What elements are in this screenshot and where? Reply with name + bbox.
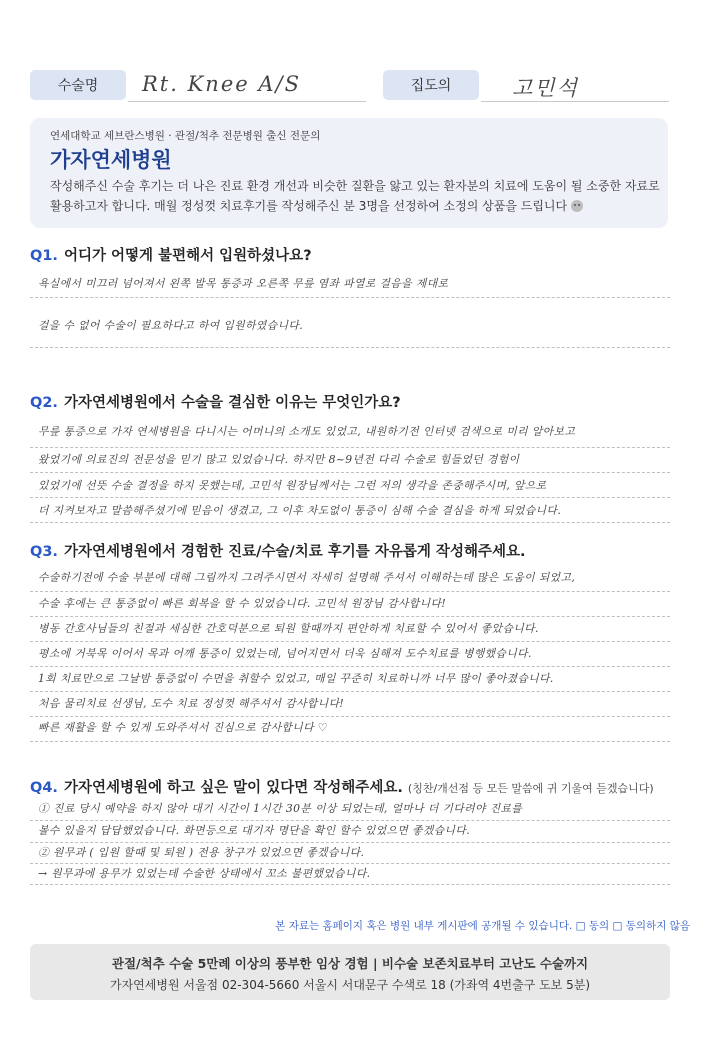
answer-line: 무릎 통증으로 가자 연세병원을 다니시는 어머니의 소개도 있었고, 내원하기전 인터넷 검색으로 미리 알아보고 bbox=[38, 425, 576, 438]
question-note: (칭찬/개선점 등 모든 말씀에 귀 기울여 듣겠습니다) bbox=[407, 782, 654, 795]
answer-line: 평소에 거북목 이어서 목과 어깨 통증이 있었는데, 넘어지면서 더욱 심해져 도수치료를 병행했습니다. bbox=[38, 647, 532, 660]
answer-line: 1회 치료만으로 그날밤 통증없이 수면을 취할수 있었고, 매일 꾸준히 치료하니까 너무 많이 좋아졌습니다. bbox=[38, 672, 554, 685]
consent-notice: 본 자료는 홈페이지 혹은 병원 내부 게시판에 공개될 수 있습니다. □ 동의 □ 동의하지 않음 bbox=[275, 920, 690, 932]
answer-line: → 원무과에 용무가 있었는데 수술한 상태에서 꼬소 불편했었습니다. bbox=[38, 867, 371, 880]
writing-line bbox=[30, 472, 670, 473]
answer-line: 걸을 수 없어 수술이 필요하다고 하여 입원하였습니다. bbox=[38, 319, 304, 332]
writing-line bbox=[30, 863, 670, 864]
intro-description bbox=[50, 176, 660, 216]
intro-desc-line: 활용하고자 합니다. 매월 정성껏 치료후기를 작성해주신 분 3명을 선정하여 소정의 상품을 드립니다 bbox=[50, 196, 660, 216]
question-number: Q4. bbox=[30, 780, 58, 796]
intro-desc-line: 작성해주신 수술 후기는 더 나은 진료 환경 개선과 비슷한 질환을 앓고 있는 환자분의 치료에 도움이 될 소중한 자료로 bbox=[50, 179, 660, 193]
writing-line bbox=[30, 591, 670, 592]
surgeon-underline bbox=[481, 101, 669, 102]
question-1 bbox=[30, 244, 312, 265]
answer-line: 왔었기에 의료진의 전문성을 믿기 많고 있었습니다. 하지만 8~9년전 다리 수술로 힘들었던 경험이 bbox=[38, 453, 520, 466]
writing-line bbox=[30, 297, 670, 298]
surgery-name-value: Rt. Knee A/S bbox=[142, 72, 301, 96]
question-number: Q3. bbox=[30, 544, 58, 560]
answer-line: 병동 간호사님들의 친절과 세심한 간호덕분으로 퇴원 할때까지 편안하게 치료할 수 있어서 좋았습니다. bbox=[38, 622, 539, 635]
surgeon-value: 고민석 bbox=[512, 76, 579, 100]
writing-line bbox=[30, 641, 670, 642]
answer-line: 볼수 있을지 답답했었습니다. 화면등으로 대기자 명단을 확인 할수 있었으면 좋겠습니다. bbox=[38, 824, 471, 837]
writing-line bbox=[30, 616, 670, 617]
answer-line: 수술하기전에 수술 부분에 대해 그림까지 그려주시면서 자세히 설명해 주셔서 이해하는데 많은 도움이 되었고, bbox=[38, 571, 576, 584]
hospital-brand: 가자연세병원 bbox=[50, 148, 172, 172]
smile-icon bbox=[571, 200, 583, 212]
intro-box bbox=[30, 118, 668, 228]
surgery-name-label: 수술명 bbox=[30, 70, 126, 100]
answer-line: 빠른 재활을 할 수 있게 도와주셔서 진심으로 감사합니다 ♡ bbox=[38, 721, 328, 734]
writing-line bbox=[30, 820, 670, 821]
surgery-name-underline bbox=[128, 101, 366, 102]
question-3 bbox=[30, 540, 526, 561]
answer-line: 수술 후에는 큰 통증없이 빠른 회복을 할 수 있었습니다. 고민석 원장님 감사합니다! bbox=[38, 597, 447, 610]
question-text: 어디가 어떻게 불편해서 입원하셨나요? bbox=[63, 248, 312, 264]
answer-line: 있었기에 선뜻 수술 결정을 하지 못했는데, 고민석 원장님께서는 그런 저의 생각을 존중해주시며, 앞으로 bbox=[38, 479, 547, 492]
question-text: 가자연세병원에서 경험한 진료/수술/치료 후기를 자유롭게 작성해주세요. bbox=[63, 544, 526, 560]
intro-subtitle: 연세대학교 세브란스병원 · 관절/척추 전문병원 출신 전문의 bbox=[50, 130, 321, 142]
footer-box bbox=[30, 944, 670, 1000]
writing-line bbox=[30, 666, 670, 667]
writing-line bbox=[30, 842, 670, 843]
question-4 bbox=[30, 776, 654, 797]
writing-line bbox=[30, 716, 670, 717]
question-2 bbox=[30, 391, 401, 412]
writing-line bbox=[30, 347, 670, 348]
question-text: 가자연세병원에서 수술을 결심한 이유는 무엇인가요? bbox=[63, 395, 401, 411]
answer-line: 더 지켜보자고 말씀해주셨기에 믿음이 생겼고, 그 이후 차도없이 통증이 심해 수술 결심을 하게 되었습니다. bbox=[38, 504, 562, 517]
question-number: Q1. bbox=[30, 248, 58, 264]
question-text: 가자연세병원에 하고 싶은 말이 있다면 작성해주세요. bbox=[63, 780, 403, 796]
writing-line bbox=[30, 691, 670, 692]
answer-line: 처음 물리치료 선생님, 도수 치료 정성껏 해주셔서 감사합니다! bbox=[38, 697, 345, 710]
writing-line bbox=[30, 522, 670, 523]
footer-tagline: 관절/척추 수술 5만례 이상의 풍부한 임상 경험 | 비수술 보존치료부터 고난도 수술까지 bbox=[111, 956, 589, 971]
writing-line bbox=[30, 497, 670, 498]
answer-line: ② 원무과 ( 입원 할때 및 퇴원 ) 전용 창구가 있었으면 좋겠습니다. bbox=[38, 846, 365, 859]
footer-contact: 가자연세병원 서울점 02-304-5660 서울시 서대문구 수색로 18 (가좌역 4번출구 도보 5분) bbox=[110, 978, 590, 992]
answer-line: 욕실에서 미끄러 넘어져서 왼쪽 발목 통증과 오른쪽 무릎 염좌 파열로 걸음을 제대로 bbox=[38, 277, 449, 290]
writing-line bbox=[30, 447, 670, 448]
writing-line bbox=[30, 741, 670, 742]
surgeon-label: 집도의 bbox=[383, 70, 479, 100]
answer-line: ① 진료 당시 예약을 하지 않아 대기 시간이 1시간 30분 이상 되었는데, 얼마나 더 기다려야 진료를 bbox=[38, 802, 523, 815]
writing-line bbox=[30, 884, 670, 885]
question-number: Q2. bbox=[30, 395, 58, 411]
